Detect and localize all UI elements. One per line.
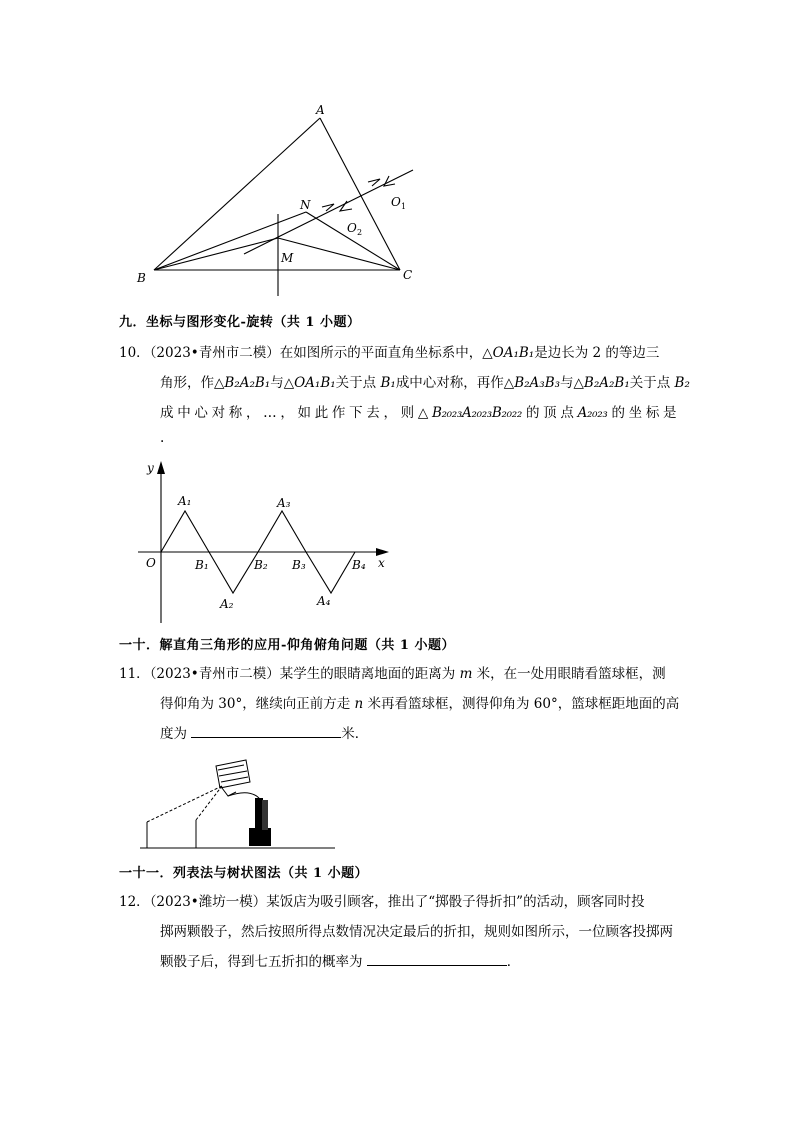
q10-number: 10． [119,345,150,361]
q10-sym-b2023: B₂₀₂₃A₂₀₂₃B₂₀₂₂ [431,405,522,421]
label-b1: B₁ [195,558,209,572]
label-o1-sub: 1 [401,202,407,211]
q11-answer-blank[interactable] [191,723,341,738]
q12-text-2: 掷两颗骰子，然后按照所得点数情况决定最后的折扣，规则如图所示，一位顾客投掷两 [160,924,673,940]
pole-brace [262,800,268,830]
q11-text-3b: 米． [341,726,369,742]
q10-text-3c: 的 坐 标 是 [607,405,677,421]
label-n: N [300,198,311,212]
x-label: x [378,556,385,570]
q10-text-3b: 的 顶 点 [522,405,578,421]
q10-sym-b2a3b3: B₂A₃B₃ [514,375,561,391]
q12-text-3a: 颗骰子后，得到七五折扣的概率为 [160,954,367,970]
zigzag-coordinate-figure [135,455,395,625]
question-11 [119,659,679,749]
q10-text-3a: 成 中 心 对 称 ， … ， 如 此 作 下 去 ， 则 △ [160,405,432,421]
question-12 [119,887,679,977]
q10-sym-b2a2b1-2: B₂A₂B₁ [583,375,630,391]
q10-sym-b2: B₂ [674,375,690,391]
section-11-title: 一十一．列表法与树状图法（共 1 小题） [119,866,369,881]
q11-var-m: m [459,666,473,682]
segment-mc [278,238,400,270]
label-b3: B₃ [292,558,306,572]
backboard-lines [218,765,248,782]
section-10-title: 一十．解直角三角形的应用-仰角俯角问题（共 1 小题） [119,638,455,653]
q11-text-2a: 得仰角为 30°，继续向正前方走 [160,696,355,712]
label-o2-sub: 2 [357,228,363,237]
q10-text-4: . [160,430,165,446]
q12-text-1: 某饭店为吸引顾客，推出了“掷骰子得折扣”的活动，顾客同时投 [266,894,645,910]
label-o2: O [347,221,357,235]
arc-mark-3 [368,179,380,186]
q10-text-2a: 角形，作△ [160,375,225,391]
q11-var-n: n [354,696,364,712]
origin-label: O [146,556,156,570]
q11-number: 11． [119,666,150,682]
pole-base [249,828,271,846]
edge-ac [320,118,400,270]
q11-text-2b: 米再看篮球框，测得仰角为 60°，篮球框距地面的高 [363,696,680,712]
edge-ab [154,118,320,270]
section-9-title: 九．坐标与图形变化-旋转（共 1 小题） [119,315,361,330]
q10-sym-oa1b1-2: OA₁B₁ [294,375,336,391]
second-sight-line [196,786,222,820]
q12-text-3b: ． [506,954,521,970]
q12-source: （2023•潍坊一模） [149,894,267,910]
label-b4: B₄ [352,558,366,572]
bisector-line [244,170,413,254]
q10-text-1: 在如图所示的平面直角坐标系中，△ [279,345,493,361]
label-c: C [403,268,413,282]
x-arrow [376,548,389,556]
q10-text-2e: 与△ [560,375,584,391]
label-m: M [281,251,294,265]
q11-text-1a: 某学生的眼睛离地面的距离为 [279,666,460,682]
q10-text-2b: 与△ [270,375,295,391]
triangle-figure [130,95,430,305]
label-a: A [316,103,325,117]
q11-source: （2023•青州市二模） [149,666,280,682]
basketball-hoop-figure [138,755,338,855]
label-o1: O [391,195,401,209]
q12-answer-blank[interactable] [367,951,507,966]
segment-bm [154,238,278,270]
label-b: B [137,271,146,285]
q11-text-1b: 米，在一处用眼睛看篮球框，测 [472,666,666,682]
q10-source: （2023•青州市二模） [149,345,280,361]
question-10 [119,338,690,448]
q10-sym-oa1b1: OA₁B₁ [492,345,535,361]
q10-sym-b2a2b1: B₂A₂B₁ [224,375,271,391]
y-arrow [157,461,165,474]
y-label: y [147,461,154,475]
q10-text-2d: 成中心对称，再作△ [395,375,515,391]
label-a1: A₁ [178,494,192,508]
q10-text-2f: 关于点 [629,375,675,391]
label-a2: A₂ [220,597,234,611]
q11-text-3a: 度为 [160,726,192,742]
q10-sym-a2023: A₂₀₂₃ [577,405,608,421]
q12-number: 12． [119,894,150,910]
first-sight-line [147,786,222,822]
hoop-net [222,788,236,796]
label-a4: A₄ [317,594,331,608]
arc-mark-4 [384,176,395,186]
q10-sym-b1: B₁ [380,375,396,391]
q10-text-1b: 是边长为 2 的等边三 [534,345,660,361]
label-a3: A₃ [277,496,291,510]
label-b2: B₂ [254,558,268,572]
q10-text-2c: 关于点 [335,375,381,391]
